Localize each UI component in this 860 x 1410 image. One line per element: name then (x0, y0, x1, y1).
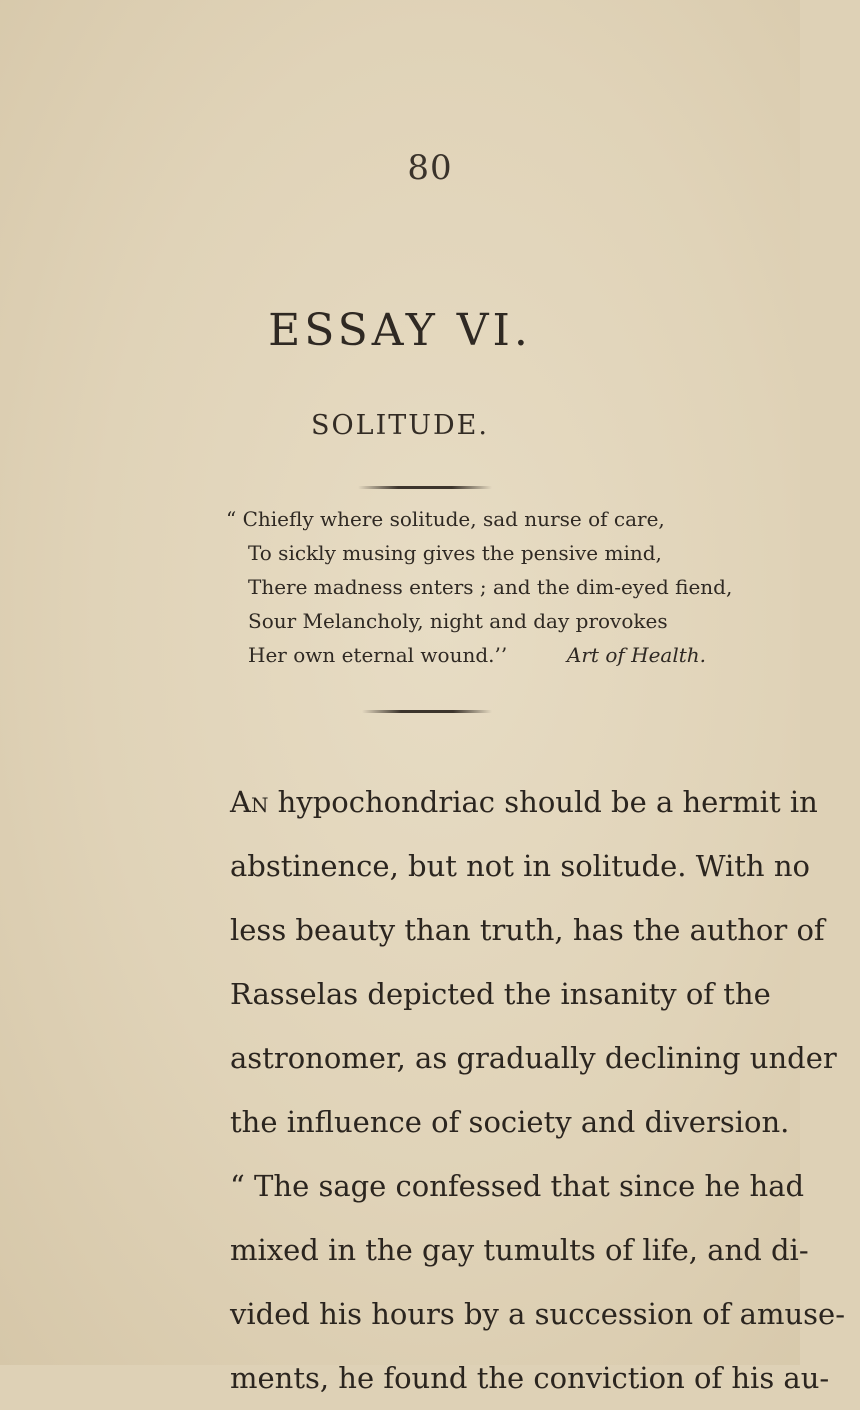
ornamental-rule-bottom (362, 710, 492, 713)
body-line: abstinence, but not in solitude. With no (230, 849, 810, 883)
body-line: less beauty than truth, has the author of (230, 913, 825, 947)
body-line: ments, he found the conviction of his au- (230, 1361, 830, 1395)
body-line: mixed in the gay tumults of life, and di- (230, 1233, 809, 1267)
page-number: 80 (407, 148, 453, 188)
body-line: the influence of society and diversion. (230, 1105, 790, 1139)
body-line (230, 770, 818, 834)
epigraph-line: Sour Melancholy, night and day provokes (248, 609, 668, 633)
essay-title: ESSAY VI. (268, 305, 532, 356)
body-line: “ The sage confessed that since he had (230, 1169, 805, 1203)
epigraph-line: Her own eternal wound.’’ (248, 643, 508, 667)
body-line-text: hypochondriac should be a hermit in (268, 785, 818, 819)
lead-word: An (230, 785, 269, 819)
epigraph-line: There madness enters ; and the dim-eyed fiend, (248, 575, 733, 599)
body-line: vided his hours by a succession of amuse- (230, 1297, 845, 1331)
epigraph-line: “ Chiefly where solitude, sad nurse of care, (226, 507, 665, 531)
body-paragraph (230, 770, 845, 1410)
body-line: astronomer, as gradually declining under (230, 1041, 837, 1075)
ornamental-rule-top (358, 486, 492, 489)
body-line: Rasselas depicted the insanity of the (230, 977, 771, 1011)
epigraph (226, 502, 733, 672)
essay-subtitle: SOLITUDE. (311, 410, 489, 441)
epigraph-attribution: Art of Health. (566, 643, 706, 667)
epigraph-line: To sickly musing gives the pensive mind, (248, 541, 662, 565)
